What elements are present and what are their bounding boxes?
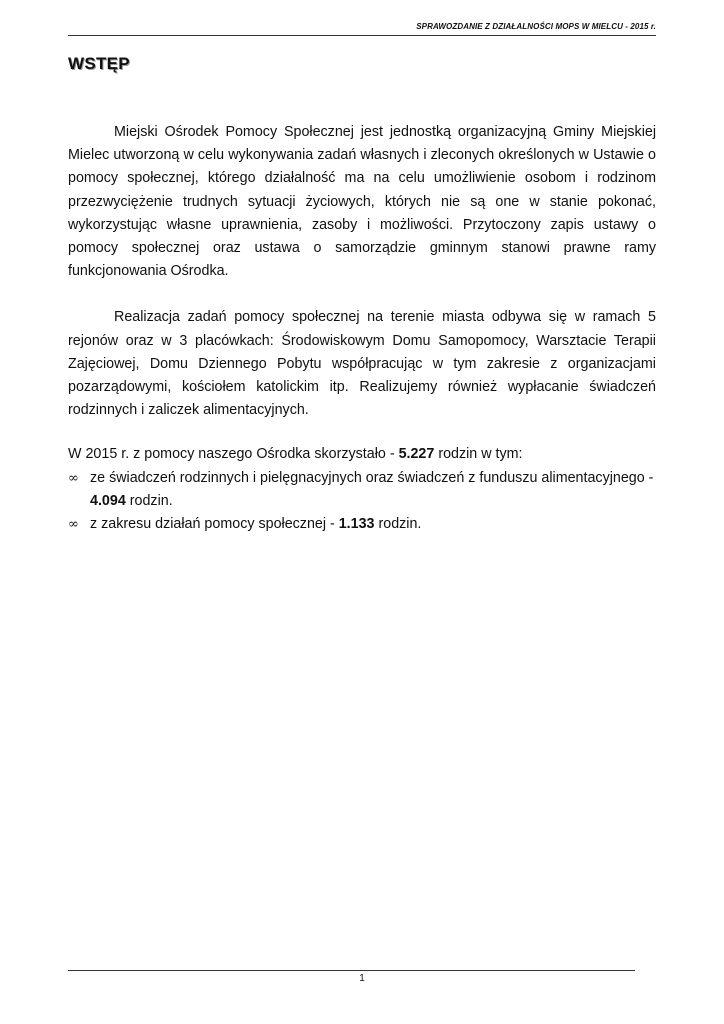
section-title: WSTĘP (68, 54, 130, 73)
list-item-suffix: rodzin. (125, 492, 173, 509)
summary-intro-text: W 2015 r. z pomocy naszego Ośrodka skorzystało - (68, 446, 399, 463)
summary-list (68, 467, 656, 537)
list-item-text: ze świadczeń rodzinnych i pielęgnacyjnych oraz świadczeń z funduszu alimentacyjnego - (90, 469, 654, 486)
page-number: 1 (359, 973, 365, 984)
summary-intro (68, 443, 656, 466)
list-item-text: z zakresu działań pomocy społecznej - (90, 516, 339, 533)
infinity-bullet-icon: ∞ (68, 470, 79, 486)
list-item (68, 513, 656, 536)
infinity-bullet-icon: ∞ (68, 517, 79, 533)
document-body (68, 121, 656, 536)
family-benefits-value: 4.094 (90, 492, 126, 509)
running-header: SPRAWOZDANIE Z DZIAŁALNOŚCI MOPS W MIELCU - 2015 r. (416, 22, 656, 31)
total-families-value: 5.227 (398, 446, 435, 463)
summary-intro-suffix: rodzin w tym: (434, 446, 523, 463)
social-assistance-value: 1.133 (338, 516, 375, 533)
intro-paragraph: Miejski Ośrodek Pomocy Społecznej jest jednostką organizacyjną Gminy Miejskiej Mielec utworzoną w celu wykonywania zadań własnych i zleconych określonych w Ustawie o pomocy społecznej, którego działalność ma na celu umożliwienie osobom i rodzinom przezwyciężenie trudnych sytuacji życiowych, których nie są one w stanie pokonać, wykorzystując własne uprawnienia, zasoby i możliwości. Przytoczony zapis ustawy o pomocy społecznej oraz ustawa o samorządzie gminnym stanowi prawne ramy funkcjonowania Ośrodka. (68, 124, 656, 280)
header-divider (68, 35, 656, 36)
footer-divider (68, 970, 635, 971)
list-item (68, 467, 656, 513)
tasks-paragraph: Realizacja zadań pomocy społecznej na terenie miasta odbywa się w ramach 5 rejonów oraz w 3 placówkach: Środowiskowym Domu Samopomocy, Warsztacie Terapii Zajęciowej, Domu Dziennego Pobytu współpracując w tym zakresie z organizacjami pozarządowymi, kościołem katolickim itp. Realizujemy również wypłacanie świadczeń rodzinnych i zaliczek alimentacyjnych. (68, 309, 656, 419)
list-item-suffix: rodzin. (374, 516, 422, 533)
